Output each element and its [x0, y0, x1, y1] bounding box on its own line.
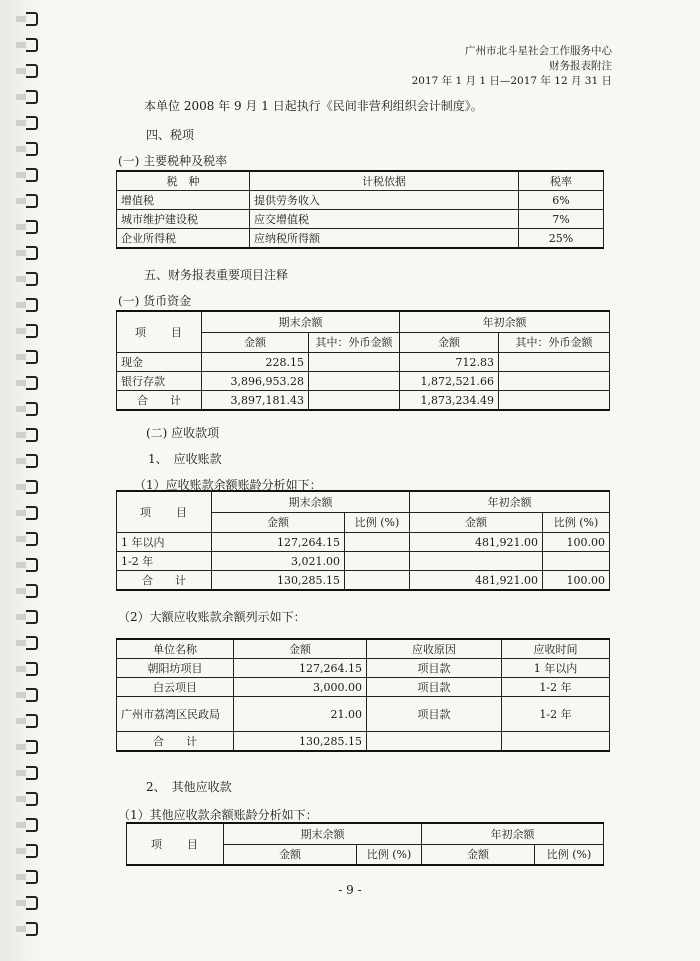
cell — [499, 372, 610, 391]
binding-ring — [26, 480, 38, 494]
cell: 7% — [519, 210, 604, 229]
cell: 广州市荔湾区民政局 — [117, 697, 234, 732]
cell: 项目款 — [367, 697, 502, 732]
other-receivables-heading: 2、 其他应收款 — [146, 780, 232, 794]
header-doc-title: 财务报表附注 — [549, 60, 612, 72]
cell: 228.15 — [202, 353, 309, 372]
binding-ring — [26, 714, 38, 728]
col-header: 金额 — [400, 332, 499, 352]
cell — [367, 732, 502, 752]
binding-ring — [26, 870, 38, 884]
cell: 现金 — [117, 353, 202, 372]
aging-caption: （1）应收账款余额账龄分析如下： — [134, 478, 322, 492]
binding-ring — [26, 818, 38, 832]
cell: 应交增值税 — [250, 210, 519, 229]
col-header: 项 目 — [127, 823, 224, 865]
cell — [345, 552, 410, 571]
cell: 3,896,953.28 — [202, 372, 309, 391]
col-header: 年初余额 — [400, 311, 610, 332]
cell: 1-2 年 — [502, 697, 610, 732]
table-header-row — [117, 171, 604, 191]
col-header: 应收时间 — [502, 639, 610, 659]
binding-ring — [26, 350, 38, 364]
binding-ring — [26, 12, 38, 26]
col-header: 项 目 — [117, 491, 212, 533]
col-header: 其中：外币金额 — [499, 332, 610, 352]
binding-ring — [26, 766, 38, 780]
cell: 项目款 — [367, 678, 502, 697]
binding-ring — [26, 428, 38, 442]
cell: 100.00 — [543, 571, 610, 591]
cell: 100.00 — [543, 533, 610, 552]
col-header: 税 种 — [117, 171, 250, 191]
page-header — [412, 44, 612, 89]
cell: 1,872,521.66 — [400, 372, 499, 391]
table-row — [117, 678, 610, 697]
cell: 127,264.15 — [212, 533, 345, 552]
cell: 21.00 — [234, 697, 367, 732]
binding-ring — [26, 662, 38, 676]
cell: 城市维护建设税 — [117, 210, 250, 229]
receivables-subheading: (二) 应收款项 — [146, 426, 220, 440]
header-period: 2017 年 1 月 1 日—2017 年 12 月 31 日 — [411, 75, 612, 87]
cash-table — [116, 310, 610, 411]
binding-ring — [26, 324, 38, 338]
cell: 3,021.00 — [212, 552, 345, 571]
col-header: 比例 (%) — [345, 512, 410, 532]
col-header: 税率 — [519, 171, 604, 191]
notes-heading: 五、财务报表重要项目注释 — [144, 268, 289, 282]
cell — [543, 552, 610, 571]
cell: 增值税 — [117, 191, 250, 210]
col-header: 金额 — [410, 512, 543, 532]
ar-aging-table — [116, 490, 610, 591]
cell: 3,000.00 — [234, 678, 367, 697]
cell: 481,921.00 — [410, 571, 543, 591]
col-header: 比例 (%) — [543, 512, 610, 532]
table-total-row — [117, 391, 610, 411]
accounts-receivable-heading: 1、 应收账款 — [148, 452, 222, 466]
large-balance-caption: （2）大额应收账款余额列示如下： — [118, 610, 306, 624]
binding-ring — [26, 402, 38, 416]
cell: 1-2 年 — [117, 552, 212, 571]
cell: 提供劳务收入 — [250, 191, 519, 210]
cell — [410, 552, 543, 571]
binding-ring — [26, 376, 38, 390]
cell — [345, 533, 410, 552]
binding-ring — [26, 610, 38, 624]
cell: 项目款 — [367, 659, 502, 678]
binding-ring — [26, 844, 38, 858]
binding-ring — [26, 636, 38, 650]
binding-ring — [26, 246, 38, 260]
tax-heading: 四、税项 — [146, 128, 195, 142]
table-total-row — [117, 571, 610, 591]
table-row — [117, 697, 610, 732]
table-row — [117, 229, 604, 249]
binding-ring — [26, 194, 38, 208]
table-row — [117, 191, 604, 210]
cell: 白云项目 — [117, 678, 234, 697]
table-total-row — [117, 732, 610, 752]
col-header: 比例 (%) — [357, 844, 422, 865]
spiral-binding — [0, 0, 44, 961]
col-header: 计税依据 — [250, 171, 519, 191]
table-header-row — [117, 491, 610, 512]
cell: 130,285.15 — [212, 571, 345, 591]
col-header: 期末余额 — [202, 311, 400, 332]
cell: 127,264.15 — [234, 659, 367, 678]
binding-ring — [26, 38, 38, 52]
cell: 481,921.00 — [410, 533, 543, 552]
page-number: - 9 - — [338, 883, 362, 897]
cell — [499, 391, 610, 411]
col-header: 项 目 — [117, 311, 202, 353]
cell: 1 年以内 — [502, 659, 610, 678]
intro-line: 本单位 2008 年 9 月 1 日起执行《民间非营利组织会计制度》。 — [144, 99, 483, 113]
binding-ring — [26, 558, 38, 572]
binding-ring — [26, 792, 38, 806]
col-header: 金额 — [422, 844, 535, 865]
header-org: 广州市北斗星社会工作服务中心 — [465, 45, 612, 57]
binding-ring — [26, 298, 38, 312]
binding-ring — [26, 896, 38, 910]
binding-ring — [26, 688, 38, 702]
col-header: 金额 — [212, 512, 345, 532]
binding-ring — [26, 90, 38, 104]
cell: 3,897,181.43 — [202, 391, 309, 411]
large-receivables-table — [116, 638, 610, 752]
col-header: 单位名称 — [117, 639, 234, 659]
cell — [345, 571, 410, 591]
table-row — [117, 372, 610, 391]
cell — [309, 391, 400, 411]
col-header: 年初余额 — [422, 823, 604, 844]
other-receivables-table — [126, 822, 604, 866]
cell: 合 计 — [117, 732, 234, 752]
col-header: 应收原因 — [367, 639, 502, 659]
table-row — [117, 659, 610, 678]
table-header-row — [117, 311, 610, 332]
cell — [309, 372, 400, 391]
table-row — [117, 533, 610, 552]
binding-ring — [26, 584, 38, 598]
col-header: 其中：外币金额 — [309, 332, 400, 352]
col-header: 期末余额 — [224, 823, 422, 844]
cell: 1 年以内 — [117, 533, 212, 552]
col-header: 金额 — [224, 844, 357, 865]
binding-ring — [26, 532, 38, 546]
cell — [502, 732, 610, 752]
table-row — [117, 552, 610, 571]
binding-ring — [26, 272, 38, 286]
cell: 朝阳坊项目 — [117, 659, 234, 678]
binding-ring — [26, 220, 38, 234]
binding-ring — [26, 454, 38, 468]
table-row — [117, 353, 610, 372]
col-header: 期末余额 — [212, 491, 410, 512]
tax-subheading: (一) 主要税种及税率 — [118, 154, 228, 168]
cell — [309, 353, 400, 372]
table-row — [117, 210, 604, 229]
tax-table — [116, 170, 604, 249]
binding-ring — [26, 64, 38, 78]
cell: 1,873,234.49 — [400, 391, 499, 411]
table-header-row — [117, 639, 610, 659]
binding-ring — [26, 142, 38, 156]
col-header: 年初余额 — [410, 491, 610, 512]
cell: 合 计 — [117, 391, 202, 411]
col-header: 比例 (%) — [535, 844, 604, 865]
cell: 130,285.15 — [234, 732, 367, 752]
binding-ring — [26, 116, 38, 130]
cash-subheading: (一) 货币资金 — [118, 294, 192, 308]
cell — [499, 353, 610, 372]
cell: 1-2 年 — [502, 678, 610, 697]
cell: 25% — [519, 229, 604, 249]
table-header-row — [127, 823, 604, 844]
other-aging-caption: （1）其他应收款余额账龄分析如下： — [118, 808, 318, 822]
cell: 应纳税所得额 — [250, 229, 519, 249]
cell: 企业所得税 — [117, 229, 250, 249]
col-header: 金额 — [234, 639, 367, 659]
binding-ring — [26, 168, 38, 182]
cell: 银行存款 — [117, 372, 202, 391]
binding-ring — [26, 922, 38, 936]
binding-ring — [26, 740, 38, 754]
cell: 6% — [519, 191, 604, 210]
cell: 合 计 — [117, 571, 212, 591]
binding-ring — [26, 506, 38, 520]
col-header: 金额 — [202, 332, 309, 352]
cell: 712.83 — [400, 353, 499, 372]
